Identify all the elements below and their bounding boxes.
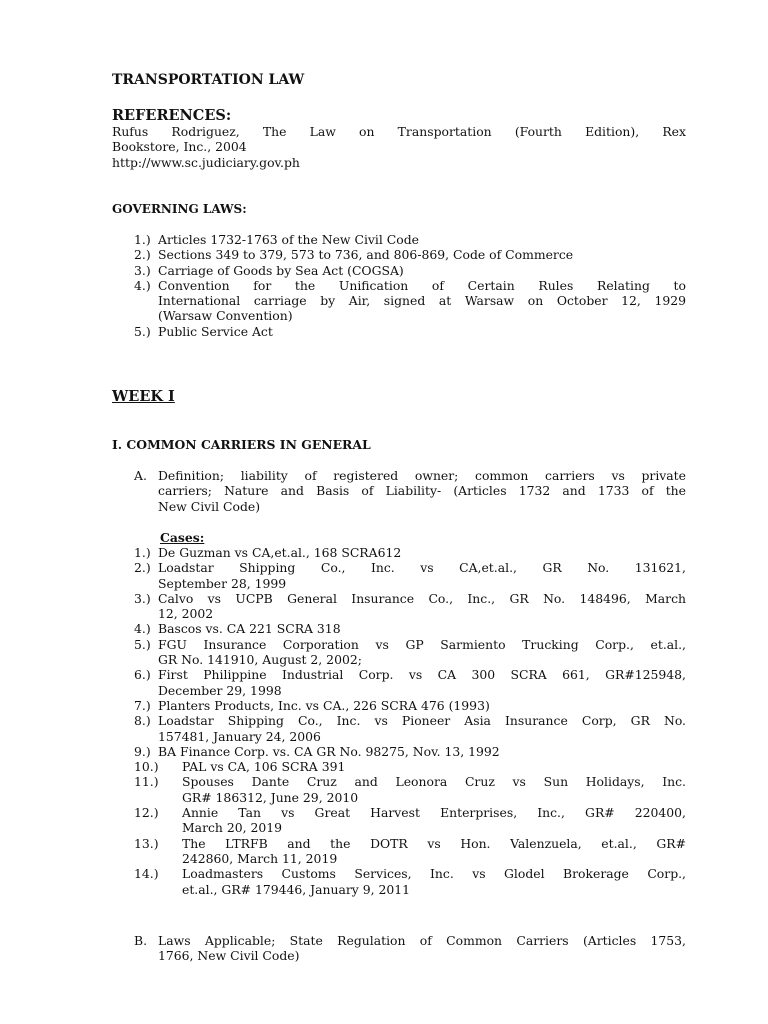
text-line: Loadstar Shipping Co., Inc. vs CA,et.al., GR No. 131621, [158,560,686,576]
case-item [134,667,686,698]
reference-book-line-2: Bookstore, Inc., 2004 [112,139,247,154]
text-line: September 28, 1999 [158,575,287,591]
text-line: Public Service Act [158,323,273,339]
text-line: Loadstar Shipping Co., Inc. vs Pioneer Asia Insurance Corp, GR No. [158,713,686,729]
item-number: 13.) [134,835,159,851]
case-item [134,713,686,744]
text-line: Definition; liability of registered owner; common carriers vs private [158,468,686,483]
text-line: De Guzman vs CA,et.al., 168 SCRA612 [158,545,402,560]
case-item [134,774,686,805]
case-item [134,759,686,774]
text-line: 12, 2002 [158,606,214,622]
text-line: Laws Applicable; State Regulation of Common Carriers (Articles 1753, [158,933,686,948]
text-line: Loadmasters Customs Services, Inc. vs Glodel Brokerage Corp., [182,866,686,882]
text-line: PAL vs CA, 106 SCRA 391 [182,759,346,775]
governing-law-item [134,232,686,247]
governing-laws-list [134,232,686,339]
text-line: FGU Insurance Corporation vs GP Sarmiento Trucking Corp., et.al., [158,636,686,652]
subsection-a-text [158,468,686,514]
governing-law-item [134,247,686,262]
text-line: GR# 186312, June 29, 2010 [182,789,359,805]
item-number: 8.) [134,713,151,729]
case-item [134,560,686,591]
references-heading: REFERENCES: [112,107,232,124]
case-item [134,621,686,636]
governing-laws-heading: GOVERNING LAWS: [112,202,247,216]
item-number: 4.) [134,277,151,293]
case-item [134,591,686,622]
item-number: 7.) [134,697,151,713]
item-number: 1.) [134,232,151,247]
week-heading: WEEK I [112,388,175,405]
text-line: carriers; Nature and Basis of Liability- (Articles 1732 and 1733 of the [158,483,686,499]
item-number: 9.) [134,743,151,759]
section-heading: I. COMMON CARRIERS IN GENERAL [112,437,371,452]
text-line: Convention for the Unification of Certain Rules Relating to [158,277,686,293]
text-line: December 29, 1998 [158,682,282,698]
case-item [134,866,686,897]
text-line: GR No. 141910, August 2, 2002; [158,652,362,668]
text-line: Bascos vs. CA 221 SCRA 318 [158,621,341,637]
text-line: et.al., GR# 179446, January 9, 2011 [182,881,410,897]
subsection-a-label: A. [134,468,147,483]
item-number: 4.) [134,621,151,637]
text-line: Spouses Dante Cruz and Leonora Cruz vs Sun Holidays, Inc. [182,774,686,790]
cases-list [134,545,686,897]
text-line: 1766, New Civil Code) [158,948,300,964]
item-number: 5.) [134,323,151,339]
item-number: 2.) [134,560,151,576]
governing-law-item [134,324,686,339]
text-line: Annie Tan vs Great Harvest Enterprises, Inc., GR# 220400, [182,805,686,821]
subsection-b-label: B. [134,933,148,948]
item-number: 5.) [134,636,151,652]
case-item [134,805,686,836]
text-line: International carriage by Air, signed at Warsaw on October 12, 1929 [158,293,686,309]
governing-law-item [134,263,686,278]
text-line: (Warsaw Convention) [158,308,293,324]
case-item [134,836,686,867]
item-number: 6.) [134,667,151,683]
case-item [134,744,686,759]
text-line: BA Finance Corp. vs. CA GR No. 98275, Nov. 13, 1992 [158,743,500,759]
reference-book-line-1: Rufus Rodriguez, The Law on Transportation (Fourth Edition), Rex [112,124,686,139]
text-line: Articles 1732-1763 of the New Civil Code [158,232,419,247]
case-item [134,698,686,713]
text-line: The LTRFB and the DOTR vs Hon. Valenzuela, et.al., GR# [182,835,686,851]
subsection-b-text [158,933,686,964]
text-line: New Civil Code) [158,498,261,514]
text-line: March 20, 2019 [182,820,283,836]
item-number: 3.) [134,590,151,606]
cases-heading: Cases: [160,530,205,545]
text-line: 157481, January 24, 2006 [158,728,321,744]
case-item [134,545,686,560]
text-line: First Philippine Industrial Corp. vs CA 300 SCRA 661, GR#125948, [158,667,686,683]
item-number: 12.) [134,805,159,821]
text-line: 242860, March 11, 2019 [182,850,338,866]
text-line: Sections 349 to 379, 573 to 736, and 806-869, Code of Commerce [158,247,574,263]
text-line: Calvo vs UCPB General Insurance Co., Inc., GR No. 148496, March [158,590,686,606]
item-number: 10.) [134,759,159,775]
reference-url: http://www.sc.judiciary.gov.ph [112,155,300,170]
item-number: 14.) [134,866,159,882]
document-title: TRANSPORTATION LAW [112,72,305,88]
case-item [134,637,686,668]
item-number: 3.) [134,262,151,278]
governing-law-item [134,278,686,324]
item-number: 1.) [134,545,151,560]
item-number: 2.) [134,247,151,263]
item-number: 11.) [134,774,159,790]
text-line: Planters Products, Inc. vs CA., 226 SCRA 476 (1993) [158,697,490,713]
text-line: Carriage of Goods by Sea Act (COGSA) [158,262,404,278]
